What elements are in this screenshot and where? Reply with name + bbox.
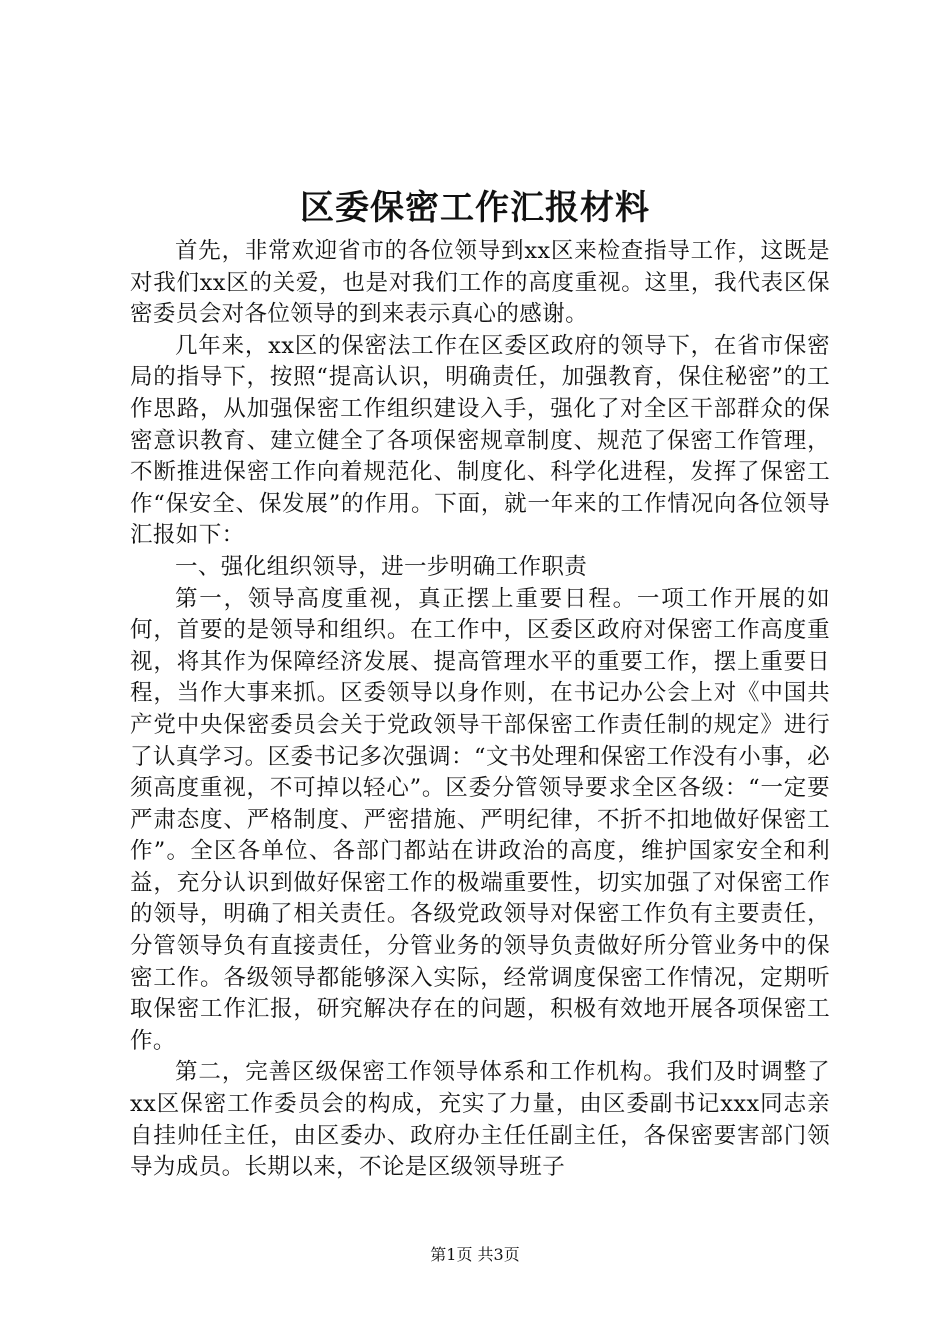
document-body: [130, 236, 830, 1184]
paragraph-2: 几年来，xx区的保密法工作在区委区政府的领导下，在省市保密局的指导下，按照“提高认识，明确责任，加强教育，保住秘密”的工作思路，从加强保密工作组织建设入手，强化了对全区干部群众的保密意识教育、建立健全了各项保密规章制度、规范了保密工作管理，不断推进保密工作向着规范化、制度化、科学化进程，发挥了保密工作“保安全、保发展”的作用。下面，就一年来的工作情况向各位领导汇报如下：: [130, 332, 830, 549]
page-footer: 第1页 共3页: [430, 1245, 520, 1264]
paragraph-4: 第二，完善区级保密工作领导体系和工作机构。我们及时调整了xx区保密工作委员会的构成，充实了力量，由区委副书记xxx同志亲自挂帅任主任，由区委办、政府办主任任副主任，各保密要害部门领导为成员。长期以来，不论是区级领导班子: [130, 1059, 830, 1181]
document-title: 区委保密工作汇报材料: [300, 188, 650, 228]
paragraph-1: 首先，非常欢迎省市的各位领导到xx区来检查指导工作，这既是对我们xx区的关爱，也是对我们工作的高度重视。这里，我代表区保密委员会对各位领导的到来表示真心的感谢。: [130, 238, 830, 328]
section-heading-1: 一、强化组织领导，进一步明确工作职责: [175, 553, 588, 580]
paragraph-3: 第一，领导高度重视，真正摆上重要日程。一项工作开展的如何，首要的是领导和组织。在工作中，区委区政府对保密工作高度重视，将其作为保障经济发展、提高管理水平的重要工作，摆上重要日程，当作大事来抓。区委领导以身作则，在书记办公会上对《中国共产党中央保密委员会关于党政领导干部保密工作责任制的规定》进行了认真学习。区委书记多次强调：“文书处理和保密工作没有小事，必须高度重视，不可掉以轻心”。区委分管领导要求全区各级：“一定要严肃态度、严格制度、严密措施、严明纪律，不折不扣地做好保密工作”。全区各单位、各部门都站在讲政治的高度，维护国家安全和利益，充分认识到做好保密工作的极端重要性，切实加强了对保密工作的领导，明确了相关责任。各级党政领导对保密工作负有主要责任，分管领导负有直接责任，分管业务的领导负责做好所分管业务中的保密工作。各级领导都能够深入实际，经常调度保密工作情况，定期听取保密工作汇报，研究解决存在的问题，积极有效地开展各项保密工作。: [130, 585, 830, 1054]
